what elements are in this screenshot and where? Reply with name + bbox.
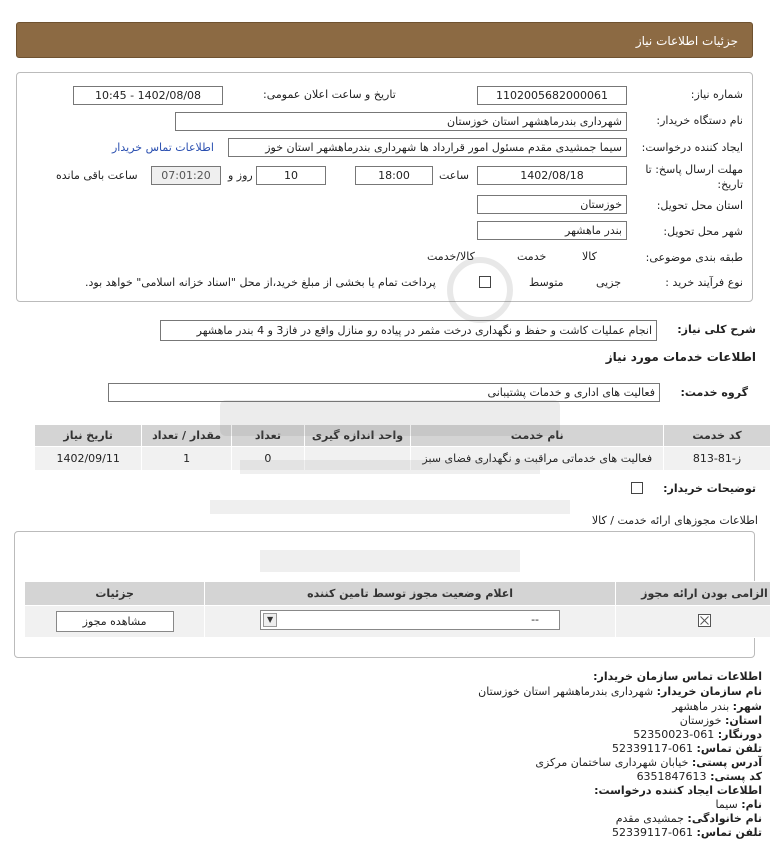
creator-last-name: نام خانوادگی: جمشیدی مقدم <box>615 812 762 825</box>
days-field[interactable]: 10 <box>256 166 326 185</box>
col-details: جزئیات <box>25 582 205 606</box>
table-row <box>25 606 770 638</box>
need-number-label: شماره نیاز: <box>690 88 743 101</box>
announce-date-label: تاریخ و ساعت اعلان عمومی: <box>263 88 396 101</box>
licenses-table <box>24 581 770 638</box>
buyer-org-field[interactable]: شهرداری بندرماهشهر استان خوزستان <box>175 112 627 131</box>
buyer-notes-label: توضیحات خریدار: <box>663 482 756 495</box>
deadline-time-label: ساعت <box>439 169 469 182</box>
deadline-label: مهلت ارسال پاسخ: تا <box>645 163 743 176</box>
category-both-label: کالا/خدمت <box>427 250 475 263</box>
contact-postal-code: کد پستی: 6351847613 <box>636 770 762 783</box>
required-cell <box>615 606 770 638</box>
need-number-field[interactable]: 1102005682000061 <box>477 86 627 105</box>
category-label: طبقه بندی موضوعی: <box>645 251 743 264</box>
contact-org: نام سازمان خریدار: شهرداری بندرماهشهر استان خوزستان <box>478 685 762 698</box>
category-service-label: خدمت <box>517 250 547 263</box>
contact-city: شهر: بندر ماهشهر <box>672 700 762 713</box>
payment-note: پرداخت تمام یا بخشی از مبلغ خرید،از محل "اسناد خزانه اسلامی" خواهد بود. <box>85 276 436 289</box>
deadline-date-field[interactable]: 1402/08/18 <box>477 166 627 185</box>
process-medium-label: متوسط <box>529 276 564 289</box>
city-field[interactable]: بندر ماهشهر <box>477 221 627 240</box>
process-minor-label: جزیی <box>596 276 622 289</box>
province-field[interactable]: خوزستان <box>477 195 627 214</box>
service-group-field[interactable]: فعالیت های اداری و خدمات پشتیبانی <box>108 383 660 402</box>
cell-qty: 1 <box>142 447 232 471</box>
col-code: کد خدمت <box>664 425 770 447</box>
contact-phone: تلفن تماس: 061-52339117 <box>612 742 762 755</box>
license-status-select[interactable]: ▼ -- <box>260 610 560 630</box>
status-cell <box>205 606 616 638</box>
cell-date: 1402/09/11 <box>35 447 142 471</box>
deadline-time-field[interactable]: 18:00 <box>355 166 433 185</box>
remaining-label: ساعت باقی مانده <box>56 169 138 182</box>
details-cell <box>25 606 205 638</box>
chevron-down-icon[interactable]: ▼ <box>263 613 277 627</box>
days-label: روز و <box>228 169 253 182</box>
view-license-button[interactable]: مشاهده مجوز <box>56 611 174 632</box>
cell-code: ز-81-813 <box>664 447 770 471</box>
buyer-org-label: نام دستگاه خریدار: <box>656 114 743 127</box>
buyer-contact-link[interactable]: اطلاعات تماس خریدار <box>112 141 214 154</box>
services-table <box>34 424 770 471</box>
col-status: اعلام وضعیت مجوز توسط تامین کننده <box>205 582 616 606</box>
services-header-row <box>35 425 770 447</box>
col-name: نام خدمت <box>411 425 664 447</box>
contact-fax: دورنگار: 061-52350023 <box>633 728 762 741</box>
contact-address: آدرس پستی: خیابان شهرداری ساختمان مرکزی <box>535 756 762 769</box>
cell-unit <box>304 447 410 471</box>
licenses-breadcrumb: اطلاعات مجوزهای ارائه خدمت / کالا <box>591 514 758 527</box>
checkbox-x-icon <box>698 614 711 627</box>
table-row[interactable] <box>35 447 770 471</box>
col-required: الزامی بودن ارائه مجوز <box>615 582 770 606</box>
category-goods-label: کالا <box>582 250 597 263</box>
col-qty: مقدار / تعداد <box>142 425 232 447</box>
buyer-notes-checkbox[interactable] <box>631 482 643 494</box>
creator-first-name: نام: سیما <box>715 798 762 811</box>
contact-province: استان: خوزستان <box>679 714 762 727</box>
summary-field[interactable]: انجام عملیات کاشت و حفظ و نگهداری درخت مثمر در پیاده رو منازل واقع در فاز3 و 4 بندر ماهشهر <box>160 320 657 341</box>
treasury-checkbox[interactable] <box>479 276 491 288</box>
contact-title: اطلاعات تماس سازمان خریدار: <box>593 670 762 683</box>
page-title: جزئیات اطلاعات نیاز <box>635 34 738 48</box>
remaining-time-field: 07:01:20 <box>151 166 221 185</box>
cell-name: فعالیت های خدماتی مراقبت و نگهداری فضای سبز <box>411 447 664 471</box>
creator-info-title: اطلاعات ایجاد کننده درخواست: <box>594 784 762 797</box>
service-group-label: گروه خدمت: <box>680 386 748 399</box>
process-label: نوع فرآیند خرید : <box>665 276 743 289</box>
col-date: تاریخ نیاز <box>35 425 142 447</box>
summary-label: شرح کلی نیاز: <box>677 323 756 336</box>
col-unit: واحد اندازه گیری <box>304 425 410 447</box>
licenses-header-row <box>25 582 770 606</box>
creator-field[interactable]: سیما جمشیدی مقدم مسئول امور قرارداد ها شهرداری بندرماهشهر استان خوز <box>228 138 627 157</box>
announce-date-field[interactable]: 1402/08/08 - 10:45 <box>73 86 223 105</box>
need-info-panel <box>16 72 753 302</box>
creator-label: ایجاد کننده درخواست: <box>641 141 743 154</box>
deadline-date-label: تاریخ: <box>717 178 743 191</box>
page-header <box>16 22 753 58</box>
col-count: تعداد <box>231 425 304 447</box>
province-label: استان محل تحویل: <box>656 199 743 212</box>
creator-phone: تلفن تماس: 061-52339117 <box>612 826 762 839</box>
services-section-title: اطلاعات خدمات مورد نیاز <box>605 350 756 364</box>
city-label: شهر محل تحویل: <box>663 225 743 238</box>
cell-count: 0 <box>231 447 304 471</box>
